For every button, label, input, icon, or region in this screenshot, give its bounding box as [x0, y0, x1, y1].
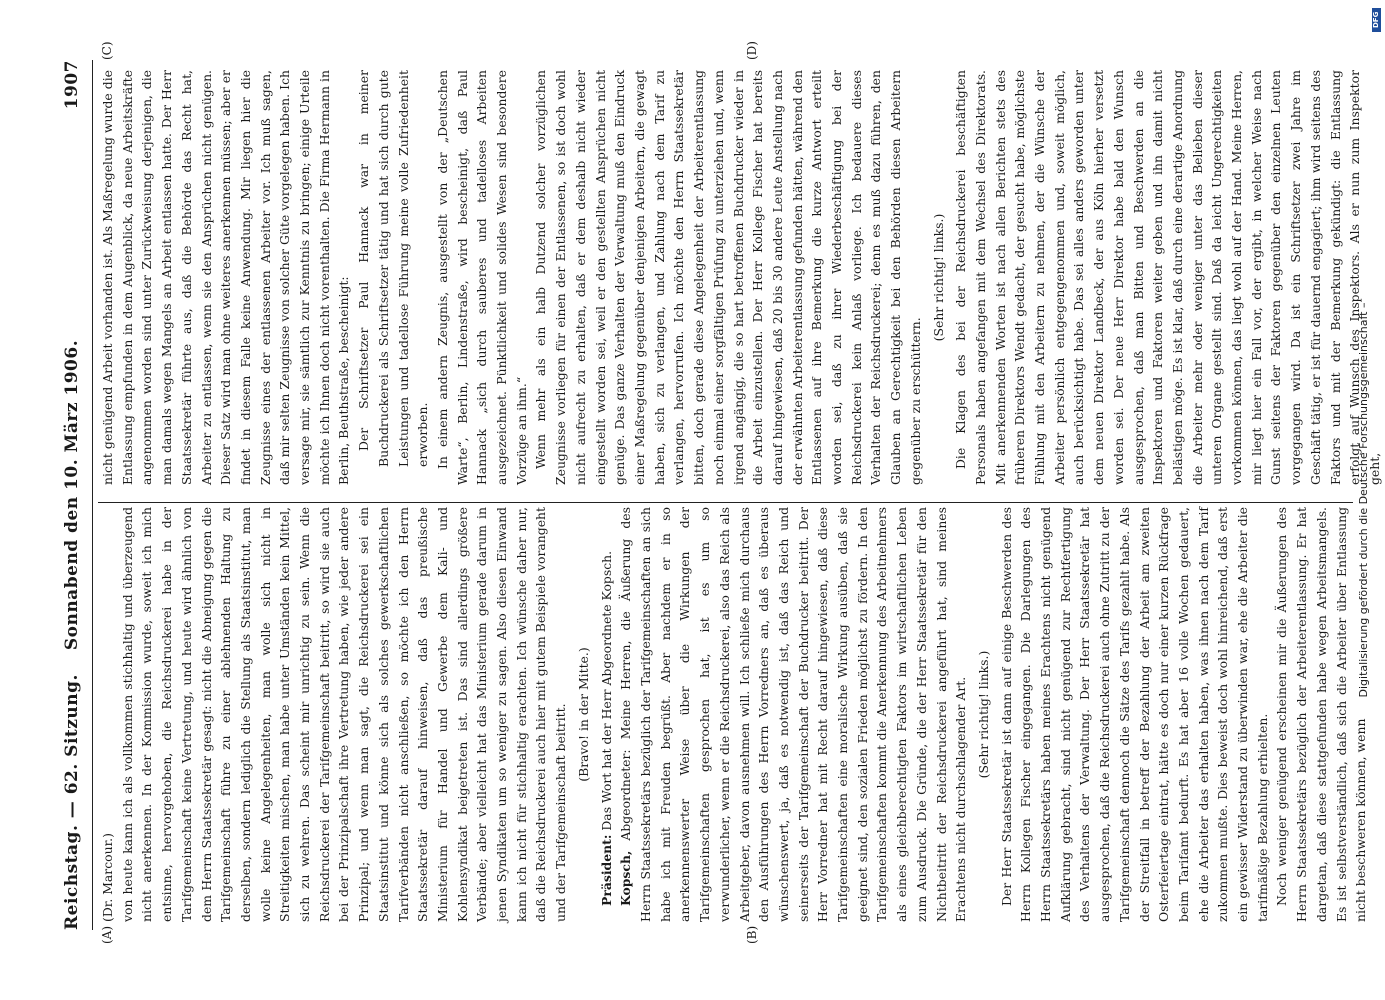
header-date: Sonnabend den 10. März 1906.	[62, 339, 82, 651]
paragraph: Der Herr Staatssekretär ist dann auf einige Beschwerden des Herrn Kollegen Fischer eingegangen. Die Darlegungen des Herrn Staatssekretärs haben meines Erachtens nicht genügend Aufklärung gebracht, sind nicht genügend zur Rechtfertigung des Verhaltens der Verwaltung. Der Herr Staatssekretär hat ausgesprochen, daß die Reichsdruckerei auch ohne Zutritt zu der Tarifgemeinschaft dennoch die Sätze des Tarifs gezahlt habe. Als der Streitfall in betreff der Bezahlung der Arbeit am zweiten Osterfeiertage eintrat, hätte es doch nur einer kurzen Rückfrage beim Tarifamt bedurft. Es hat aber 16 volle Wochen gedauert, ehe die Arbeiter das erhalten haben, was ihnen nach dem Tarif zukommen mußte. Dies beweist doch wohl hinreichend, daß erst ein gewisser Widerstand zu überwinden war, ehe die Arbeiter die tarifmäßige Bezahlung erhielten.	[998, 507, 1270, 922]
speaker-continuation: (Dr. Marcour.)	[100, 833, 115, 922]
speech-kopsch	[616, 507, 971, 922]
margin-marker-d: (D)	[745, 41, 759, 60]
header-left: Reichstag. — 62. Sitzung.	[62, 674, 82, 930]
applause-note: (Sehr richtig! links.)	[975, 650, 991, 779]
applause-note: (Sehr richtig! links.)	[930, 213, 946, 342]
president-line	[597, 507, 617, 922]
column-left	[98, 507, 1369, 922]
header-rule	[92, 60, 93, 930]
speaker-role: Abgeordneter:	[618, 749, 634, 841]
president-label: Präsident:	[598, 834, 614, 906]
paragraph: In einem andern Zeugnis, ausgestellt von der „Deutschen Warte“, Berlin, Lindenstraße, wird bescheinigt, daß Paul Hannack „sich durch sauberes und tadelloses Arbeiten ausgezeichnet. Pünktlichkeit und solides Wesen sind besondere Vorzüge an ihm.“	[434, 70, 529, 485]
president-text: Das Wort hat der Herr Abgeordnete Kopsch.	[598, 550, 614, 831]
page-number: 1907	[62, 60, 82, 110]
page-header	[58, 60, 88, 930]
quotation: Der Schriftsetzer Paul Hannack war in meiner Buchdruckerei als Schriftsetzer tätig und hat sich durch gute Leistungen und tadellose Führung meine volle Zufriedenheit erworben.	[356, 70, 431, 467]
speaker-name: Kopsch,	[618, 850, 634, 906]
speech-text: Meine Herren, die Äußerung des Herrn Staatssekretärs bezüglich der Tarifgemeinschaften an sich habe ich mit Freuden begrüßt. Aber nachdem er in so anerkennenswerter Weise über die Wirkungen der Tarifgemeinschaften gesprochen hat, ist es um so verwunderlicher, wenn er die Reichsdruckerei, also das Reich als Arbeitgeber, davon ausnehmen will. Ich schließe mich durchaus den Ausführungen des Herrn Vorredners an, daß es überaus wünschenswert, ja, daß es notwendig ist, daß das Reich und seinerseits der Tarifgemeinschaft der Buchdrucker beitritt. Der Herr Vorredner hat mit Recht darauf hingewiesen, daß diese Tarifgemeinschaften eine moralische Wirkung ausüben, daß sie geeignet sind, den sozialen Frieden möglichst zu fördern. In den Tarifgemeinschaften kommt die Anerkennung des Arbeitnehmers als eines gleichberechtigten Faktors im wirtschaftlichen Leben zum Ausdruck. Die Gründe, die der Herr Staatssekretär für den Nichtbeitritt der Reichsdruckerei angeführt hat, sind meines Erachtens nicht durchschlagender Art.	[618, 507, 969, 922]
margin-marker-b: (B)	[745, 925, 759, 944]
margin-marker-a: (A)	[100, 925, 114, 944]
applause-note: (Bravo! in der Mitte.)	[575, 647, 591, 782]
paragraph: Wenn mehr als ein halb Dutzend solcher vorzüglichen Zeugnisse vorliegen für einen der Entlassenen, so ist doch wohl nicht aufrecht zu erhalten, daß er dem deshalb nicht wieder eingestellt worden sei, weil er den gestellten Ansprüchen nicht genüge. Das ganze Verhalten der Verwaltung muß den Eindruck einer Maßregelung gegenüber denjenigen Arbeitern, die gewagt haben, sich zu verlangen, und Zahlung nach dem Tarif zu verlangen, hervorrufen. Ich möchte den Herrn Staatssekretär bitten, doch gerade diese Angelegenheit der Arbeiterentlassung noch einmal einer sorgfältigen Prüfung zu unterziehen und, wenn irgend angängig, die so hart betroffenen Buchdrucker wieder in die Arbeit einzustellen. Der Herr Kollege Fischer hat bereits darauf hingewiesen, daß 20 bis 30 andere Leute Anstellung nach der erwähnten Arbeiterentlassung gefunden hätten, während den Entlassenen auf ihre Bemerkung die kurze Antwort erteilt worden sei, daß zu ihrer Wiederbeschäftigung bei der Reichsdruckerei kein Anlaß vorliege. Ich bedauere dieses Verhalten der Reichsdruckerei; denn es muß dazu führen, den Glauben an Gerechtigkeit bei den Behörden diesen Arbeitern gegenüber zu erschüttern.	[533, 70, 923, 485]
dfg-logo: DFG	[1372, 8, 1381, 32]
paragraph: Die Klagen des bei der Reichsdruckerei beschäftigten Personals haben angefangen mit dem Wechsel des Direktorats. Mit anerkennenden Worten ist nach allen Berichten stets des früheren Direktors Wendt gedacht, der gesucht habe, möglichste Fühlung mit den Arbeitern zu nehmen, der die Wünsche der Arbeiter persönlich entgegengenommen und, soweit möglich, auch berücksichtigt habe. Das sei alles anders geworden unter dem neuen Direktor Landbeck, der aus Köln hierher versetzt worden sei. Der neue Herr Direktor habe bald den Wunsch ausgesprochen, daß man Bitten und Beschwerden an die Inspektoren und Faktoren weiter geben und ihn damit nicht belästigen möge. Es ist klar, daß durch eine derartige Anordnung die Arbeiter mehr oder weniger unter das Belieben dieser unteren Organe gestellt sind. Daß da leicht Ungerechtigkeiten vorkommen können, das liegt wohl auf der Hand. Meine Herren, mir liegt hier ein Fall vor, der ergibt, in welcher Weise nach Gunst seitens der Faktoren gegenüber den einzelnen Leuten vorgegangen wird. Da ist ein Schriftsetzer zwei Jahre im Geschäft tätig, er ist für dauernd engagiert; ihm wird seitens des Faktors und mit der Bemerkung gekündigt: die Entlassung erfolgt auf Wunsch des Inspektors. Als er nun zum Inspektor geht,	[953, 70, 1382, 485]
paragraph: nicht genügend Arbeit vorhanden ist. Als Maßregelung wurde die Entlassung empfunden in dem Augenblick, da neue Arbeitskräfte angenommen worden sind unter Zurückweisung derjenigen, die man damals wegen Mangels an Arbeit entlassen hatte. Der Herr Staatssekretär führte aus, daß die Behörde das Recht hat, Arbeiter zu entlassen, wenn sie den Ansprüchen nicht genügen. Dieser Satz wird man ohne weiteres anerkennen müssen; aber er findet in diesem Falle keine Anwendung. Mir liegen hier die Zeugnisse eines der entlassenen Arbeiter vor. Ich muß sagen, daß mir selten Zeugnisse von solcher Güte vorgelegen haben. Ich versage mir, sie sämtlich zur Kenntnis zu bringen; einige Urteile möchte ich Ihnen doch nicht vorenthalten. Die Firma Hermann in Berlin, Beuthstraße, bescheinigt:	[100, 70, 352, 485]
credit-text: Digitalisierung gefördert durch die Deutsche Forschungsgemeinschaft –	[1356, 302, 1370, 698]
paragraph: von heute kann ich als vollkommen stichhaltig und überzeugend nicht anerkennen. In der Kommission wurde, soweit ich mich entsinne, hervorgehoben, die Reichsdruckerei habe in der Tarifgemeinschaft keine Vertretung, und heute wird ähnlich von dem Herrn Staatssekretär gesagt: nicht die Abneigung gegen die Tarifgemeinschaft führe zu einer ablehnenden Haltung zu derselben, sondern lediglich die Stellung als Staatsinstitut, man wolle keine Angelegenheiten, man wolle sich nicht in Streitigkeiten mischen, man habe unter Umständen kein Mittel, sich zu wehren. Das scheint mir unrichtig zu sein. Wenn die Reichsdruckerei der Tarifgemeinschaft beitritt, so wird sie auch bei der Prinzipalschaft ihre Vertretung haben, wie jeder andere Prinzipal; und wenn man sagt, die Reichsdruckerei sei ein Staatsinstitut und könne sich als solches gewerkschaftlichen Tarifverbänden nicht anschließen, so möchte ich den Herrn Staatssekretär darauf hinweisen, daß das preußische Ministerium für Handel und Gewerbe dem Kali- und Kohlensyndikat beigetreten ist. Das sind allerdings größere Verbände; aber vielleicht hat das Ministerium gerade darum in jenen Syndikaten um so weniger zu sagen. Also diesen Einwand kann ich nicht für stichhaltig erachten. Ich wünsche daher nur, daß die Reichsdruckerei auch hier mit gutem Beispiele vorangeht und der Tarifgemeinschaft beitritt.	[119, 507, 569, 922]
column-right	[98, 70, 1382, 485]
digitization-credit	[1348, 10, 1378, 990]
margin-marker-c: (C)	[100, 41, 114, 60]
column-divider	[98, 502, 1353, 503]
paragraph: Noch weniger genügend erscheinen mir die Äußerungen des Herrn Staatssekretärs bezüglich der Arbeiterentlassung. Er hat dargetan, daß diese stattgefunden habe wegen Arbeitsmangels. Es ist selbstverständlich, daß sich die Arbeiter über Entlassung nicht beschweren können, wenn	[1274, 507, 1369, 922]
